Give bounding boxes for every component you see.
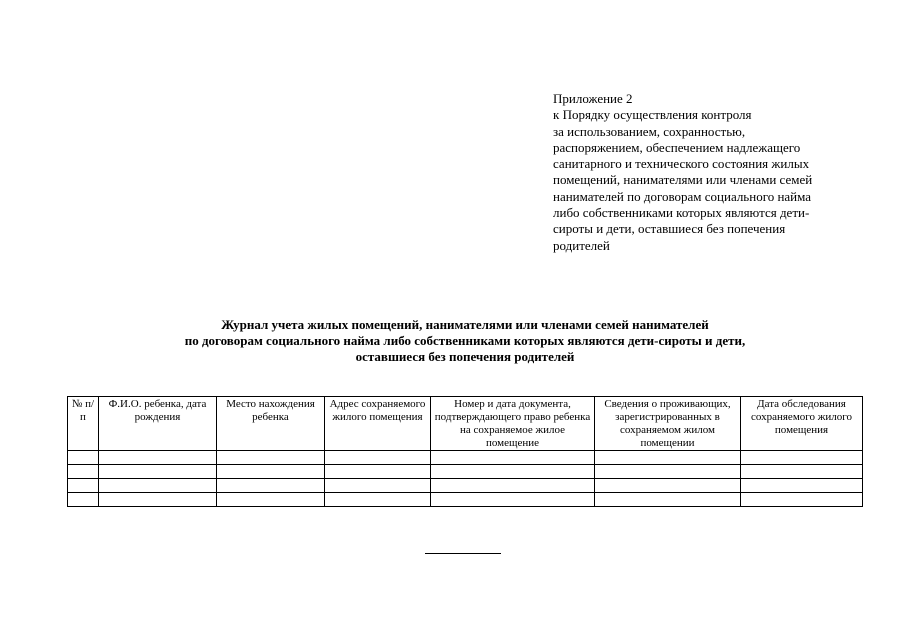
table-cell — [595, 479, 741, 493]
table-cell — [325, 465, 431, 479]
table-cell — [99, 493, 217, 507]
appendix-line: либо собственниками которых являются дети- — [553, 205, 810, 221]
table-cell — [431, 493, 595, 507]
table-cell — [595, 451, 741, 465]
appendix-line: нанимателей по договорам социального найма — [553, 188, 812, 204]
table-cell — [595, 465, 741, 479]
table-cell — [68, 493, 99, 507]
journal-table — [67, 396, 863, 507]
title-line: оставшиеся без попечения родителей — [355, 349, 575, 364]
table-cell — [99, 451, 217, 465]
header-child-location: Место нахождения ребенка — [217, 397, 325, 451]
table-row — [68, 465, 863, 479]
title-line: по договорам социального найма либо собственниками которых являются дети-сироты и дети, — [184, 333, 746, 348]
table-cell — [325, 479, 431, 493]
table-row — [68, 479, 863, 493]
table-cell — [595, 493, 741, 507]
appendix-line: к Порядку осуществления контроля — [553, 107, 752, 123]
table-cell — [431, 479, 595, 493]
title-line: Журнал учета жилых помещений, нанимателями или членами семей нанимателей — [221, 317, 709, 332]
footer-divider — [425, 553, 501, 554]
table-cell — [217, 465, 325, 479]
table-cell — [68, 451, 99, 465]
table-cell — [741, 479, 863, 493]
document-title — [95, 317, 835, 365]
table-cell — [217, 479, 325, 493]
table-row — [68, 451, 863, 465]
table-cell — [325, 493, 431, 507]
appendix-line: распоряжением, обеспечением надлежащего — [553, 139, 801, 155]
header-number: № п/п — [68, 397, 99, 451]
appendix-line: помещений, нанимателями или членами семей — [553, 172, 813, 188]
table-cell — [431, 451, 595, 465]
appendix-line: Приложение 2 — [553, 91, 633, 106]
appendix-line: за использованием, сохранностью, — [553, 123, 746, 139]
table-cell — [741, 451, 863, 465]
table-cell — [68, 465, 99, 479]
appendix-line: родителей — [553, 237, 610, 253]
table-cell — [325, 451, 431, 465]
table-cell — [431, 465, 595, 479]
table-cell — [68, 479, 99, 493]
table-header-row — [68, 397, 863, 451]
table-cell — [99, 479, 217, 493]
header-child-name: Ф.И.О. ребенка, дата рождения — [99, 397, 217, 451]
table-cell — [741, 465, 863, 479]
appendix-line: сироты и дети, оставшиеся без попечения — [553, 221, 786, 237]
table-cell — [741, 493, 863, 507]
table-row — [68, 493, 863, 507]
table-cell — [217, 451, 325, 465]
header-residents: Сведения о проживающих, зарегистрированных в сохраняемом жилом помещении — [595, 397, 741, 451]
header-inspection-date: Дата обследования сохраняемого жилого помещения — [741, 397, 863, 451]
header-document: Номер и дата документа, подтверждающего право ребенка на сохраняемое жилое помещение — [431, 397, 595, 451]
header-address: Адрес сохраняемого жилого помещения — [325, 397, 431, 451]
appendix-block — [553, 91, 853, 254]
table-cell — [99, 465, 217, 479]
appendix-line: санитарного и технического состояния жилых — [553, 156, 810, 172]
table-cell — [217, 493, 325, 507]
